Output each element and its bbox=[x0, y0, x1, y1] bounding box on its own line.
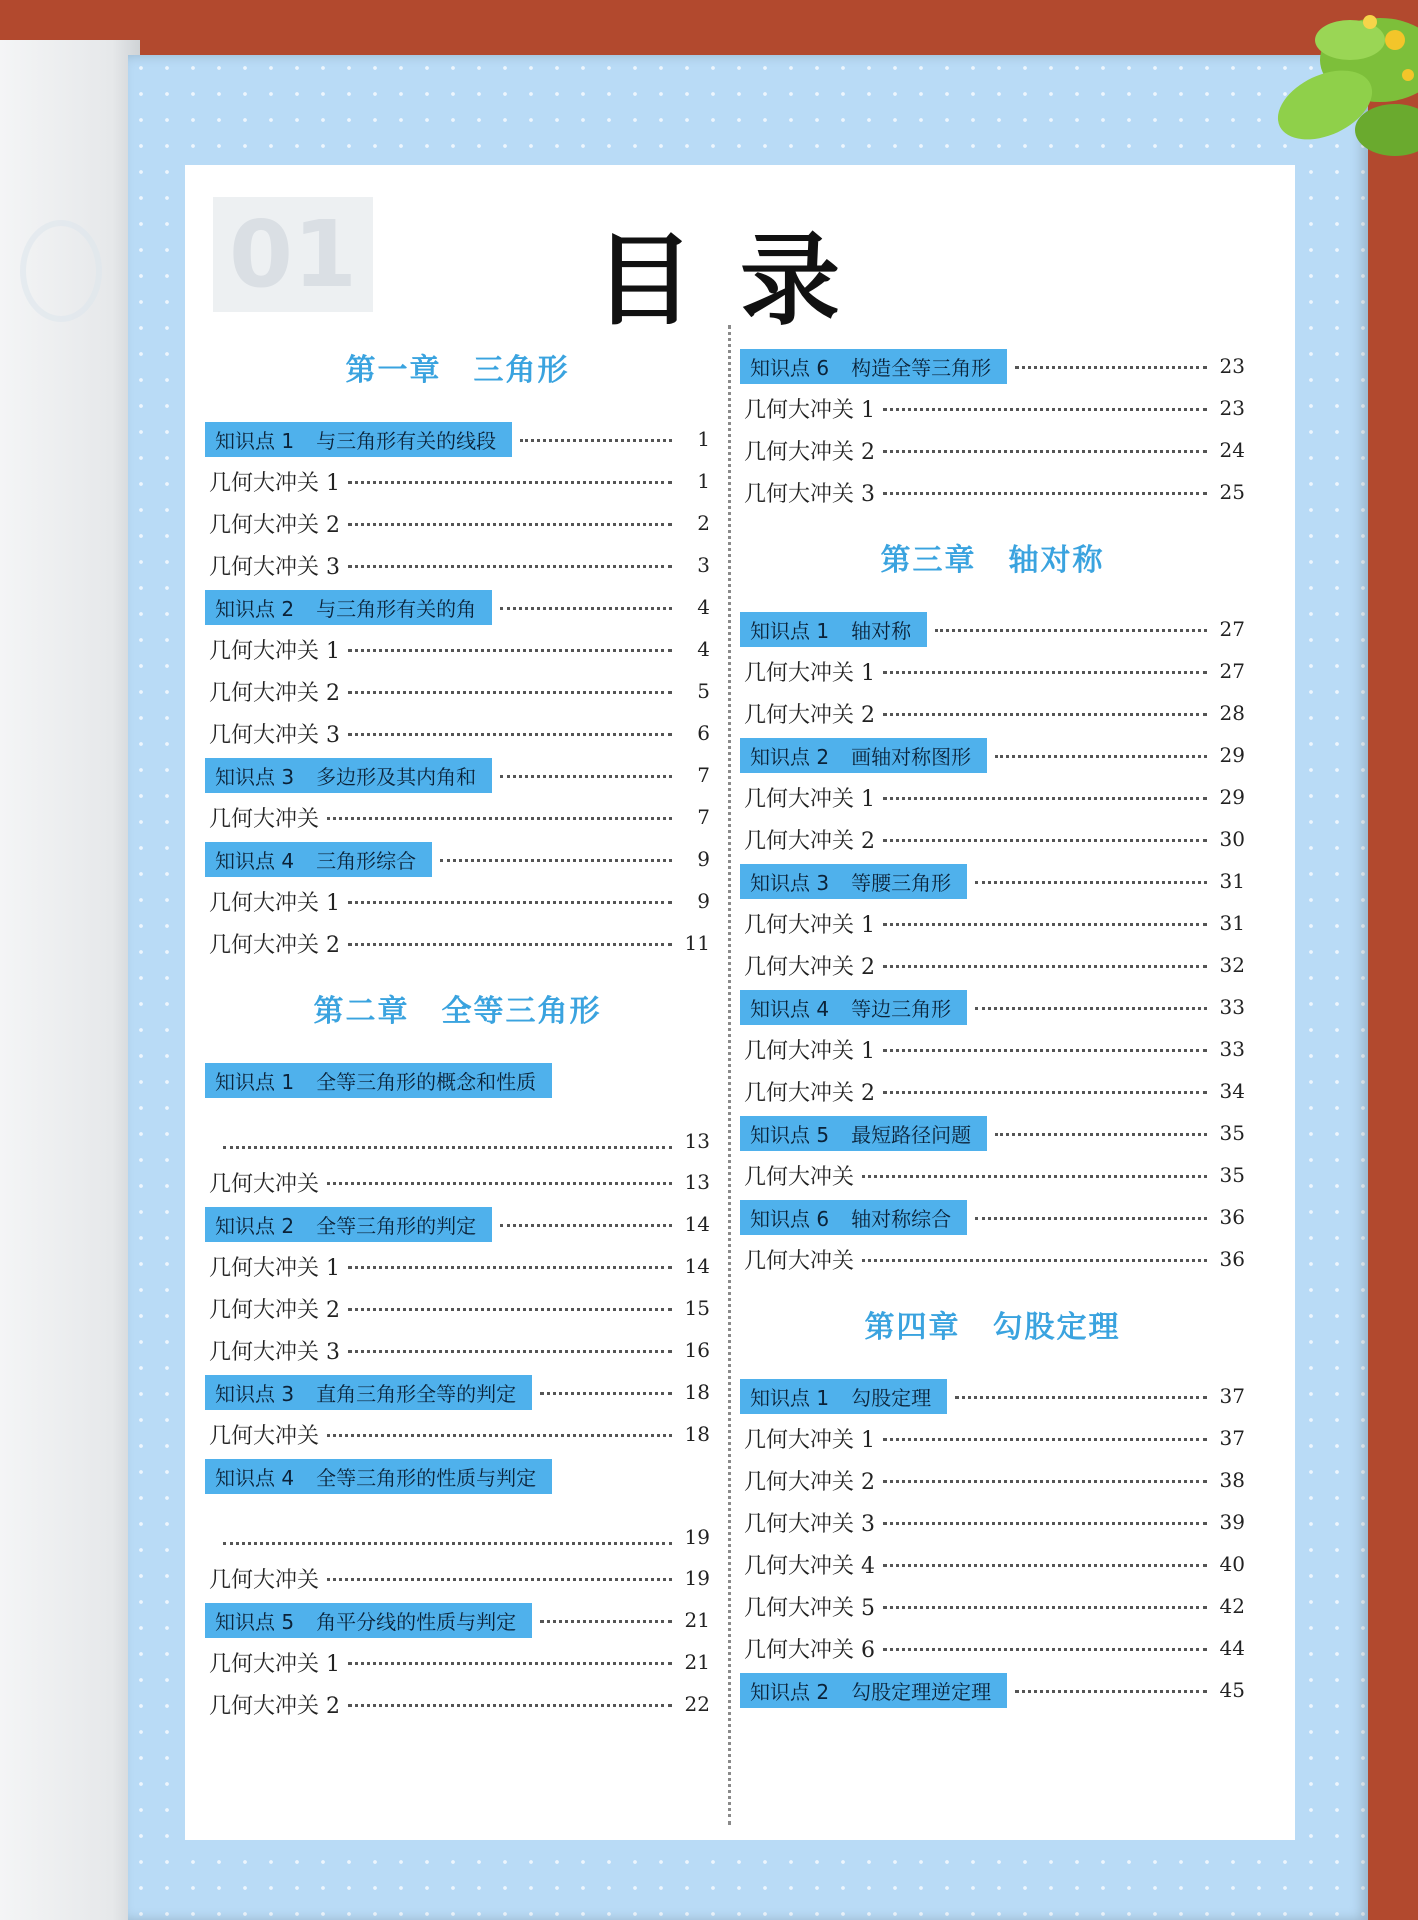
page-number: 36 bbox=[1219, 1247, 1245, 1271]
exercise-label: 几何大冲关 2 bbox=[209, 512, 340, 538]
toc-entry[interactable] bbox=[740, 1543, 1245, 1585]
knowledge-point-number: 知识点 6 bbox=[750, 1206, 830, 1231]
page-number: 31 bbox=[1219, 911, 1245, 935]
toc-entry[interactable] bbox=[205, 1599, 710, 1641]
toc-entry[interactable] bbox=[740, 1196, 1245, 1238]
toc-entry[interactable] bbox=[740, 818, 1245, 860]
knowledge-point-name: 全等三角形的判定 bbox=[316, 1213, 477, 1238]
toc-entry[interactable] bbox=[740, 986, 1245, 1028]
exercise-label: 几何大冲关 bbox=[209, 1423, 320, 1449]
knowledge-point-number: 知识点 1 bbox=[215, 1069, 295, 1094]
toc-entry[interactable] bbox=[740, 471, 1245, 513]
knowledge-point-name: 勾股定理 bbox=[851, 1385, 932, 1410]
toc-sheet bbox=[185, 165, 1295, 1840]
toc-entry[interactable] bbox=[205, 838, 710, 880]
page-number: 40 bbox=[1219, 1552, 1245, 1576]
spacer bbox=[740, 323, 1245, 345]
page-number: 45 bbox=[1219, 1678, 1245, 1702]
dot-leader bbox=[348, 555, 672, 568]
toc-entry[interactable] bbox=[205, 670, 710, 712]
knowledge-point-number: 知识点 5 bbox=[215, 1609, 295, 1634]
exercise-label: 几何大冲关 3 bbox=[744, 1511, 875, 1537]
exercise-label: 几何大冲关 2 bbox=[744, 828, 875, 854]
dot-leader bbox=[500, 1214, 672, 1227]
page-number: 14 bbox=[684, 1212, 710, 1236]
chapter-heading: 第四章 勾股定理 bbox=[864, 1310, 1121, 1345]
page-number: 7 bbox=[697, 763, 710, 787]
knowledge-point-label bbox=[205, 1375, 532, 1410]
page-number: 34 bbox=[1219, 1079, 1245, 1103]
page-number: 2 bbox=[697, 511, 710, 535]
exercise-label: 几何大冲关 2 bbox=[744, 1469, 875, 1495]
knowledge-point-name: 画轴对称图形 bbox=[851, 744, 972, 769]
page-number: 4 bbox=[697, 595, 710, 619]
dot-leader bbox=[327, 1172, 672, 1185]
dot-leader bbox=[348, 639, 672, 652]
ghost-ring-decoration bbox=[20, 220, 102, 322]
dot-leader bbox=[883, 787, 1207, 800]
knowledge-point-number: 知识点 1 bbox=[215, 428, 295, 453]
page-number: 28 bbox=[1219, 701, 1245, 725]
dot-leader bbox=[883, 661, 1207, 674]
knowledge-point-number: 知识点 2 bbox=[215, 1213, 295, 1238]
knowledge-point-name: 与三角形有关的线段 bbox=[316, 428, 497, 453]
page-number: 9 bbox=[697, 889, 710, 913]
page-number: 13 bbox=[684, 1170, 710, 1194]
toc-entry[interactable] bbox=[740, 1501, 1245, 1543]
toc-entry[interactable] bbox=[740, 860, 1245, 902]
toc-entry[interactable] bbox=[740, 776, 1245, 818]
knowledge-point-label bbox=[205, 758, 492, 793]
knowledge-point-name: 勾股定理逆定理 bbox=[851, 1679, 992, 1704]
page-number: 13 bbox=[684, 1129, 710, 1153]
toc-entry[interactable] bbox=[205, 1641, 710, 1683]
toc-entry[interactable] bbox=[205, 1059, 710, 1101]
exercise-label: 几何大冲关 bbox=[744, 1164, 855, 1190]
page-number: 23 bbox=[1219, 354, 1245, 378]
dot-leader bbox=[348, 723, 672, 736]
page-number: 39 bbox=[1219, 1510, 1245, 1534]
exercise-label: 几何大冲关 1 bbox=[744, 912, 875, 938]
toc-entry[interactable] bbox=[740, 608, 1245, 650]
toc-entry[interactable] bbox=[740, 387, 1245, 429]
page-number: 35 bbox=[1219, 1121, 1245, 1145]
page-number: 27 bbox=[1219, 659, 1245, 683]
dot-leader bbox=[1015, 1680, 1207, 1693]
exercise-label: 几何大冲关 bbox=[209, 806, 320, 832]
dot-leader bbox=[975, 871, 1207, 884]
plant-decoration bbox=[1230, 0, 1418, 170]
page-number: 18 bbox=[684, 1422, 710, 1446]
page-number: 6 bbox=[697, 721, 710, 745]
toc-entry[interactable] bbox=[205, 1497, 710, 1557]
exercise-label: 几何大冲关 1 bbox=[209, 890, 340, 916]
knowledge-point-number: 知识点 2 bbox=[750, 1679, 830, 1704]
exercise-label: 几何大冲关 2 bbox=[209, 680, 340, 706]
page-number: 42 bbox=[1219, 1594, 1245, 1618]
page-number: 37 bbox=[1219, 1426, 1245, 1450]
exercise-label: 几何大冲关 1 bbox=[744, 1038, 875, 1064]
toc-entry[interactable] bbox=[205, 628, 710, 670]
exercise-label: 几何大冲关 3 bbox=[744, 481, 875, 507]
toc-entry[interactable] bbox=[740, 429, 1245, 471]
knowledge-point-name: 轴对称综合 bbox=[851, 1206, 952, 1231]
dot-leader bbox=[327, 1424, 672, 1437]
page-number: 31 bbox=[1219, 869, 1245, 893]
toc-entry[interactable] bbox=[205, 796, 710, 838]
dot-leader bbox=[500, 597, 672, 610]
exercise-label: 几何大冲关 2 bbox=[209, 1297, 340, 1323]
dot-leader bbox=[223, 1136, 672, 1149]
knowledge-point-name: 多边形及其内角和 bbox=[316, 764, 477, 789]
toc-entry[interactable] bbox=[740, 650, 1245, 692]
dot-leader bbox=[348, 933, 672, 946]
exercise-label: 几何大冲关 1 bbox=[744, 1427, 875, 1453]
exercise-label: 几何大冲关 1 bbox=[744, 397, 875, 423]
dot-leader bbox=[955, 1386, 1207, 1399]
page-number: 5 bbox=[697, 679, 710, 703]
dot-leader bbox=[440, 849, 672, 862]
exercise-label: 几何大冲关 1 bbox=[209, 1255, 340, 1281]
exercise-label: 几何大冲关 3 bbox=[209, 722, 340, 748]
knowledge-point-number: 知识点 4 bbox=[750, 996, 830, 1021]
dot-leader bbox=[327, 807, 672, 820]
dot-leader bbox=[327, 1568, 672, 1581]
exercise-label: 几何大冲关 2 bbox=[744, 439, 875, 465]
knowledge-point-number: 知识点 4 bbox=[215, 1465, 295, 1490]
exercise-label: 几何大冲关 bbox=[744, 1248, 855, 1274]
toc-entry[interactable] bbox=[205, 1287, 710, 1329]
toc-entry[interactable] bbox=[205, 1413, 710, 1455]
dot-leader bbox=[348, 891, 672, 904]
knowledge-point-number: 知识点 5 bbox=[750, 1122, 830, 1147]
toc-entry[interactable] bbox=[740, 692, 1245, 734]
toc-entry[interactable] bbox=[205, 754, 710, 796]
page-number: 21 bbox=[684, 1650, 710, 1674]
knowledge-point-number: 知识点 2 bbox=[750, 744, 830, 769]
knowledge-point-number: 知识点 3 bbox=[215, 1381, 295, 1406]
toc-entry[interactable] bbox=[740, 1375, 1245, 1417]
dot-leader bbox=[935, 619, 1207, 632]
dot-leader bbox=[1015, 356, 1207, 369]
toc-entry[interactable] bbox=[740, 1459, 1245, 1501]
toc-entry[interactable] bbox=[205, 460, 710, 502]
toc-entry[interactable] bbox=[740, 1028, 1245, 1070]
dot-leader bbox=[883, 1512, 1207, 1525]
page-number: 15 bbox=[684, 1296, 710, 1320]
page-number: 37 bbox=[1219, 1384, 1245, 1408]
knowledge-point-label bbox=[205, 1063, 552, 1098]
page-number: 32 bbox=[1219, 953, 1245, 977]
knowledge-point-label bbox=[740, 1379, 947, 1414]
toc-entry[interactable] bbox=[740, 1669, 1245, 1711]
facing-page bbox=[0, 40, 140, 1920]
dot-leader bbox=[975, 997, 1207, 1010]
toc-entry[interactable] bbox=[205, 418, 710, 460]
knowledge-point-name: 角平分线的性质与判定 bbox=[316, 1609, 517, 1634]
dot-leader bbox=[883, 440, 1207, 453]
page-number: 7 bbox=[697, 805, 710, 829]
column-divider bbox=[728, 325, 731, 1825]
knowledge-point-name: 三角形综合 bbox=[316, 848, 417, 873]
knowledge-point-name: 最短路径问题 bbox=[851, 1122, 972, 1147]
dot-leader bbox=[348, 1694, 672, 1707]
toc-entry[interactable] bbox=[740, 1627, 1245, 1669]
dot-leader bbox=[883, 1039, 1207, 1052]
toc-entry[interactable] bbox=[740, 1112, 1245, 1154]
dot-leader bbox=[500, 765, 672, 778]
dot-leader bbox=[995, 745, 1207, 758]
knowledge-point-name: 等腰三角形 bbox=[851, 870, 952, 895]
knowledge-point-label bbox=[740, 864, 967, 899]
page-number: 16 bbox=[684, 1338, 710, 1362]
toc-entry[interactable] bbox=[205, 1683, 710, 1725]
dot-leader bbox=[883, 913, 1207, 926]
knowledge-point-label bbox=[740, 990, 967, 1025]
knowledge-point-name: 全等三角形的概念和性质 bbox=[316, 1069, 537, 1094]
knowledge-point-label bbox=[205, 1459, 552, 1494]
toc-entry[interactable] bbox=[740, 734, 1245, 776]
dot-leader bbox=[883, 955, 1207, 968]
dot-leader bbox=[348, 1652, 672, 1665]
exercise-label: 几何大冲关 bbox=[209, 1567, 320, 1593]
knowledge-point-number: 知识点 3 bbox=[750, 870, 830, 895]
knowledge-point-label bbox=[205, 842, 432, 877]
knowledge-point-number: 知识点 4 bbox=[215, 848, 295, 873]
dot-leader bbox=[862, 1249, 1207, 1262]
toc-entry[interactable] bbox=[205, 1245, 710, 1287]
dot-leader bbox=[348, 1256, 672, 1269]
toc-entry[interactable] bbox=[205, 586, 710, 628]
chapter-heading: 第三章 轴对称 bbox=[880, 543, 1105, 578]
toc-entry[interactable] bbox=[740, 902, 1245, 944]
toc-entry[interactable] bbox=[740, 1154, 1245, 1196]
toc-entry[interactable] bbox=[205, 880, 710, 922]
dot-leader bbox=[862, 1165, 1207, 1178]
page-number: 9 bbox=[697, 847, 710, 871]
page-number: 27 bbox=[1219, 617, 1245, 641]
dot-leader bbox=[540, 1610, 672, 1623]
page-number: 3 bbox=[697, 553, 710, 577]
page-number: 18 bbox=[684, 1380, 710, 1404]
knowledge-point-number: 知识点 1 bbox=[750, 618, 830, 643]
knowledge-point-number: 知识点 6 bbox=[750, 355, 830, 380]
exercise-label: 几何大冲关 1 bbox=[209, 638, 340, 664]
knowledge-point-label bbox=[205, 422, 512, 457]
page-number: 21 bbox=[684, 1608, 710, 1632]
page-number: 33 bbox=[1219, 995, 1245, 1019]
toc-entry[interactable] bbox=[205, 544, 710, 586]
page-number: 29 bbox=[1219, 743, 1245, 767]
knowledge-point-label bbox=[740, 349, 1007, 384]
toc-entry[interactable] bbox=[205, 1557, 710, 1599]
page-number: 1 bbox=[697, 469, 710, 493]
dot-leader bbox=[883, 1554, 1207, 1567]
exercise-label: 几何大冲关 5 bbox=[744, 1595, 875, 1621]
page-number: 36 bbox=[1219, 1205, 1245, 1229]
page-number: 35 bbox=[1219, 1163, 1245, 1187]
toc-entry[interactable] bbox=[205, 1455, 710, 1497]
exercise-label: 几何大冲关 bbox=[209, 1171, 320, 1197]
page-number: 19 bbox=[684, 1525, 710, 1549]
dot-leader bbox=[348, 471, 672, 484]
exercise-label: 几何大冲关 1 bbox=[209, 470, 340, 496]
dot-leader bbox=[995, 1123, 1207, 1136]
knowledge-point-number: 知识点 2 bbox=[215, 596, 295, 621]
knowledge-point-label bbox=[740, 1673, 1007, 1708]
dot-leader bbox=[348, 681, 672, 694]
exercise-label: 几何大冲关 1 bbox=[209, 1651, 340, 1677]
dot-leader bbox=[223, 1532, 672, 1545]
dot-leader bbox=[883, 829, 1207, 842]
knowledge-point-name: 与三角形有关的角 bbox=[316, 596, 477, 621]
knowledge-point-number: 知识点 3 bbox=[215, 764, 295, 789]
toc-entry[interactable] bbox=[740, 944, 1245, 986]
dot-leader bbox=[883, 1470, 1207, 1483]
knowledge-point-label bbox=[740, 1200, 967, 1235]
dot-leader bbox=[883, 398, 1207, 411]
knowledge-point-label bbox=[205, 590, 492, 625]
toc-entry[interactable] bbox=[205, 1371, 710, 1413]
page-number: 25 bbox=[1219, 480, 1245, 504]
toc-column-left bbox=[205, 323, 710, 1725]
page-number: 23 bbox=[1219, 396, 1245, 420]
toc-column-right bbox=[740, 323, 1245, 1711]
page-title: 目录 bbox=[594, 221, 886, 339]
exercise-label: 几何大冲关 2 bbox=[744, 702, 875, 728]
exercise-label: 几何大冲关 4 bbox=[744, 1553, 875, 1579]
exercise-label: 几何大冲关 1 bbox=[744, 660, 875, 686]
chapter-heading: 第一章 三角形 bbox=[345, 353, 570, 388]
knowledge-point-name: 轴对称 bbox=[851, 618, 912, 643]
toc-entry[interactable] bbox=[740, 1417, 1245, 1459]
dot-leader bbox=[883, 1638, 1207, 1651]
knowledge-point-label bbox=[740, 612, 927, 647]
dot-leader bbox=[348, 513, 672, 526]
exercise-label: 几何大冲关 3 bbox=[209, 554, 340, 580]
exercise-label: 几何大冲关 1 bbox=[744, 786, 875, 812]
dot-leader bbox=[975, 1207, 1207, 1220]
toc-entry[interactable] bbox=[205, 1329, 710, 1371]
knowledge-point-number: 知识点 1 bbox=[750, 1385, 830, 1410]
dot-leader bbox=[348, 1340, 672, 1353]
exercise-label: 几何大冲关 2 bbox=[209, 932, 340, 958]
toc-entry[interactable] bbox=[740, 1238, 1245, 1280]
exercise-label: 几何大冲关 2 bbox=[744, 1080, 875, 1106]
page-number: 38 bbox=[1219, 1468, 1245, 1492]
knowledge-point-name: 等边三角形 bbox=[851, 996, 952, 1021]
page-number: 19 bbox=[684, 1566, 710, 1590]
dot-leader bbox=[348, 1298, 672, 1311]
exercise-label: 几何大冲关 3 bbox=[209, 1339, 340, 1365]
knowledge-point-name: 构造全等三角形 bbox=[851, 355, 992, 380]
page-number: 1 bbox=[697, 427, 710, 451]
knowledge-point-label bbox=[205, 1207, 492, 1242]
dot-leader bbox=[520, 429, 672, 442]
page-number: 14 bbox=[684, 1254, 710, 1278]
knowledge-point-label bbox=[740, 738, 987, 773]
page-number: 24 bbox=[1219, 438, 1245, 462]
toc-entry[interactable] bbox=[205, 712, 710, 754]
chapter-heading: 第二章 全等三角形 bbox=[313, 994, 602, 1029]
toc-entry[interactable] bbox=[740, 345, 1245, 387]
dot-leader bbox=[883, 482, 1207, 495]
toc-entry[interactable] bbox=[740, 1585, 1245, 1627]
toc-entry[interactable] bbox=[205, 1161, 710, 1203]
page-number: 30 bbox=[1219, 827, 1245, 851]
toc-entry[interactable] bbox=[205, 922, 710, 964]
toc-entry[interactable] bbox=[205, 1203, 710, 1245]
page-number: 11 bbox=[684, 931, 710, 955]
dot-leader bbox=[883, 1081, 1207, 1094]
knowledge-point-label bbox=[205, 1603, 532, 1638]
page-number: 4 bbox=[697, 637, 710, 661]
dot-leader bbox=[540, 1382, 672, 1395]
toc-entry[interactable] bbox=[205, 1101, 710, 1161]
exercise-label: 几何大冲关 2 bbox=[209, 1693, 340, 1719]
dot-leader bbox=[883, 1428, 1207, 1441]
dot-leader bbox=[883, 703, 1207, 716]
toc-entry[interactable] bbox=[740, 1070, 1245, 1112]
page-number: 33 bbox=[1219, 1037, 1245, 1061]
knowledge-point-name: 直角三角形全等的判定 bbox=[316, 1381, 517, 1406]
exercise-label: 几何大冲关 6 bbox=[744, 1637, 875, 1663]
ghost-chapter-number: 01 bbox=[213, 197, 373, 312]
dot-leader bbox=[883, 1596, 1207, 1609]
knowledge-point-label bbox=[740, 1116, 987, 1151]
page-number: 29 bbox=[1219, 785, 1245, 809]
knowledge-point-name: 全等三角形的性质与判定 bbox=[316, 1465, 537, 1490]
page-number: 22 bbox=[684, 1692, 710, 1716]
page-number: 44 bbox=[1219, 1636, 1245, 1660]
exercise-label: 几何大冲关 2 bbox=[744, 954, 875, 980]
toc-entry[interactable] bbox=[205, 502, 710, 544]
